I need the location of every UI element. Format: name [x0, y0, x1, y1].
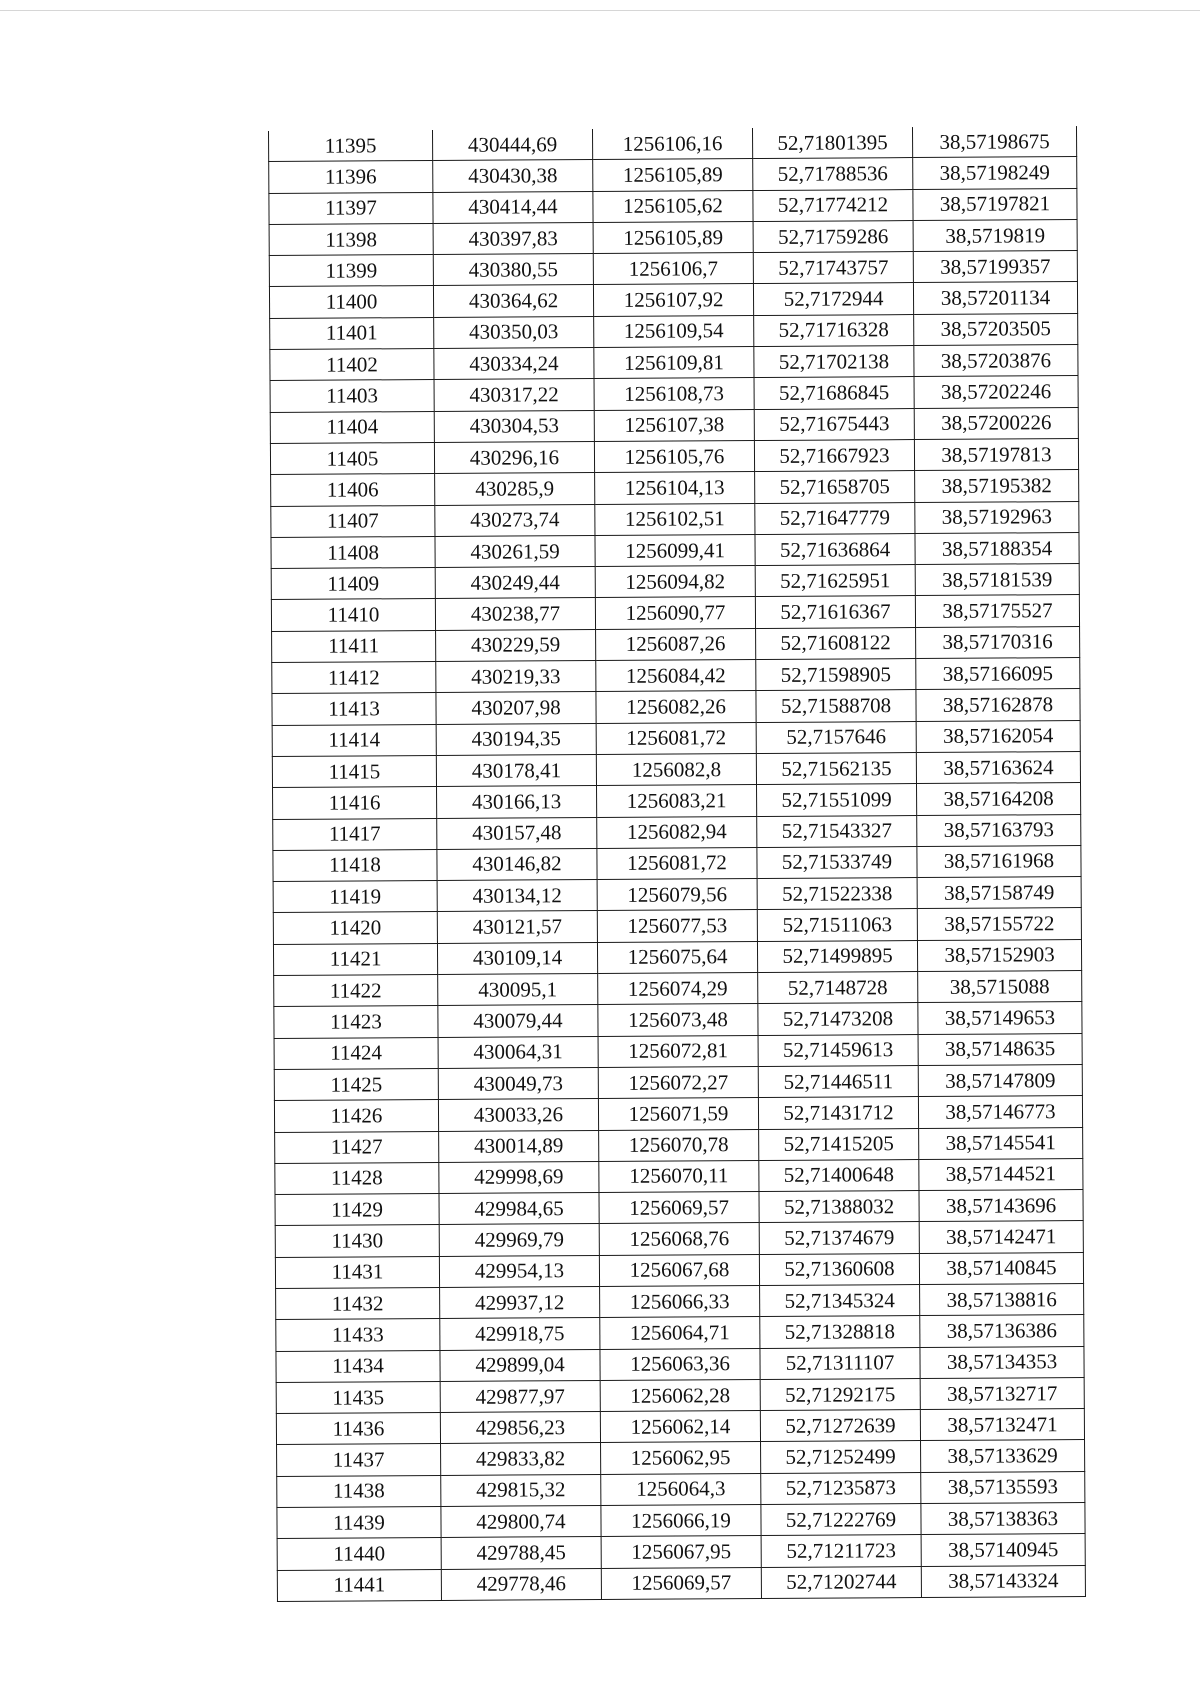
x-coordinate-cell: 430397,83 [433, 222, 593, 254]
table-row [276, 1284, 1084, 1320]
latitude-cell: 52,71202744 [761, 1566, 921, 1598]
latitude-cell: 52,71235873 [761, 1472, 921, 1504]
x-coordinate-cell: 430095,1 [438, 974, 598, 1006]
table-row [272, 658, 1080, 694]
x-coordinate-cell: 430146,82 [437, 848, 597, 880]
y-coordinate-cell: 1256087,26 [596, 628, 756, 660]
latitude-cell: 52,71499895 [757, 940, 917, 972]
y-coordinate-cell: 1256064,3 [601, 1473, 761, 1505]
page-top-rule [0, 10, 1200, 11]
x-coordinate-cell: 429899,04 [440, 1349, 600, 1381]
longitude-cell: 38,57170316 [916, 626, 1080, 658]
x-coordinate-cell: 430166,13 [437, 786, 597, 818]
table-row [273, 845, 1081, 881]
latitude-cell: 52,71252499 [761, 1441, 921, 1473]
y-coordinate-cell: 1256079,56 [597, 879, 757, 911]
longitude-cell: 38,57132717 [920, 1377, 1084, 1409]
table-row [270, 407, 1078, 443]
longitude-cell: 38,57192963 [915, 501, 1079, 533]
longitude-cell: 38,57203876 [914, 345, 1078, 377]
coordinates-table [268, 126, 1086, 1602]
longitude-cell: 38,57146773 [918, 1096, 1082, 1128]
latitude-cell: 52,71588708 [756, 690, 916, 722]
y-coordinate-cell: 1256066,19 [601, 1505, 761, 1537]
point-number-cell: 11410 [271, 599, 435, 631]
longitude-cell: 38,57166095 [916, 658, 1080, 690]
x-coordinate-cell: 430364,62 [433, 285, 593, 317]
latitude-cell: 52,71388032 [759, 1191, 919, 1223]
table-row [269, 251, 1077, 287]
latitude-cell: 52,71522338 [757, 878, 917, 910]
x-coordinate-cell: 430049,73 [438, 1067, 598, 1099]
point-number-cell: 11406 [271, 474, 435, 506]
table-row [269, 219, 1077, 255]
table-row [274, 1033, 1082, 1069]
point-number-cell: 11408 [271, 536, 435, 568]
longitude-cell: 38,57163793 [917, 814, 1081, 846]
latitude-cell: 52,71625951 [755, 565, 915, 597]
point-number-cell: 11401 [270, 317, 434, 349]
x-coordinate-cell: 430014,89 [439, 1130, 599, 1162]
x-coordinate-cell: 430380,55 [433, 254, 593, 286]
x-coordinate-cell: 430444,69 [432, 129, 592, 161]
table-row [276, 1377, 1084, 1413]
point-number-cell: 11435 [276, 1381, 440, 1413]
latitude-cell: 52,71222769 [761, 1504, 921, 1536]
y-coordinate-cell: 1256107,92 [593, 284, 753, 316]
point-number-cell: 11422 [274, 974, 438, 1006]
latitude-cell: 52,71675443 [754, 408, 914, 440]
y-coordinate-cell: 1256104,13 [595, 472, 755, 504]
y-coordinate-cell: 1256062,14 [600, 1411, 760, 1443]
point-number-cell: 11397 [269, 192, 433, 224]
longitude-cell: 38,57148635 [918, 1033, 1082, 1065]
x-coordinate-cell: 430249,44 [435, 567, 595, 599]
y-coordinate-cell: 1256083,21 [597, 785, 757, 817]
x-coordinate-cell: 430261,59 [435, 535, 595, 567]
latitude-cell: 52,7157646 [756, 721, 916, 753]
y-coordinate-cell: 1256094,82 [595, 566, 755, 598]
longitude-cell: 38,57201134 [913, 282, 1077, 314]
x-coordinate-cell: 430178,41 [436, 754, 596, 786]
y-coordinate-cell: 1256071,59 [598, 1098, 758, 1130]
y-coordinate-cell: 1256069,57 [601, 1567, 761, 1599]
x-coordinate-cell: 429800,74 [441, 1506, 601, 1538]
longitude-cell: 38,57144521 [919, 1158, 1083, 1190]
table-row [274, 1002, 1082, 1038]
table-row [276, 1409, 1084, 1445]
y-coordinate-cell: 1256107,38 [594, 409, 754, 441]
point-number-cell: 11433 [276, 1319, 440, 1351]
latitude-cell: 52,7148728 [758, 972, 918, 1004]
point-number-cell: 11412 [272, 662, 436, 694]
point-number-cell: 11400 [269, 286, 433, 318]
x-coordinate-cell: 429877,97 [440, 1380, 600, 1412]
longitude-cell: 38,57197813 [914, 439, 1078, 471]
point-number-cell: 11426 [274, 1100, 438, 1132]
table-row [275, 1127, 1083, 1163]
point-number-cell: 11405 [270, 442, 434, 474]
point-number-cell: 11436 [276, 1413, 440, 1445]
y-coordinate-cell: 1256109,81 [594, 347, 754, 379]
point-number-cell: 11404 [270, 411, 434, 443]
x-coordinate-cell: 430304,53 [434, 410, 594, 442]
x-coordinate-cell: 430033,26 [438, 1099, 598, 1131]
longitude-cell: 38,57140845 [919, 1252, 1083, 1284]
longitude-cell: 38,5719819 [913, 219, 1077, 251]
latitude-cell: 52,71459613 [758, 1034, 918, 1066]
latitude-cell: 52,71345324 [760, 1285, 920, 1317]
latitude-cell: 52,71533749 [757, 846, 917, 878]
latitude-cell: 52,71743757 [753, 252, 913, 284]
y-coordinate-cell: 1256102,51 [595, 503, 755, 535]
point-number-cell: 11440 [277, 1538, 441, 1570]
latitude-cell: 52,71360608 [759, 1253, 919, 1285]
x-coordinate-cell: 429984,65 [439, 1193, 599, 1225]
longitude-cell: 38,57200226 [914, 407, 1078, 439]
longitude-cell: 38,5715088 [918, 971, 1082, 1003]
longitude-cell: 38,57145541 [919, 1127, 1083, 1159]
latitude-cell: 52,71211723 [761, 1535, 921, 1567]
point-number-cell: 11399 [269, 255, 433, 287]
y-coordinate-cell: 1256068,76 [599, 1223, 759, 1255]
y-coordinate-cell: 1256108,73 [594, 378, 754, 410]
longitude-cell: 38,57132471 [920, 1409, 1084, 1441]
x-coordinate-cell: 430121,57 [437, 911, 597, 943]
longitude-cell: 38,57195382 [915, 470, 1079, 502]
y-coordinate-cell: 1256074,29 [598, 973, 758, 1005]
point-number-cell: 11439 [277, 1507, 441, 1539]
latitude-cell: 52,71759286 [753, 220, 913, 252]
table-row [273, 908, 1081, 944]
latitude-cell: 52,71686845 [754, 377, 914, 409]
table-row [271, 501, 1079, 537]
table-row [274, 1064, 1082, 1100]
y-coordinate-cell: 1256105,62 [593, 190, 753, 222]
x-coordinate-cell: 430317,22 [434, 379, 594, 411]
y-coordinate-cell: 1256067,95 [601, 1536, 761, 1568]
point-number-cell: 11431 [275, 1256, 439, 1288]
x-coordinate-cell: 429969,79 [439, 1224, 599, 1256]
longitude-cell: 38,57198249 [913, 157, 1077, 189]
latitude-cell: 52,71598905 [756, 659, 916, 691]
table-row [271, 564, 1079, 600]
point-number-cell: 11438 [277, 1475, 441, 1507]
longitude-cell: 38,57162878 [916, 689, 1080, 721]
x-coordinate-cell: 429954,13 [439, 1255, 599, 1287]
table-row [270, 345, 1078, 381]
latitude-cell: 52,71788536 [753, 158, 913, 190]
table-row [277, 1565, 1085, 1601]
point-number-cell: 11396 [269, 161, 433, 193]
point-number-cell: 11416 [273, 787, 437, 819]
longitude-cell: 38,57133629 [921, 1440, 1085, 1472]
longitude-cell: 38,57188354 [915, 532, 1079, 564]
latitude-cell: 52,71562135 [756, 752, 916, 784]
y-coordinate-cell: 1256105,89 [593, 159, 753, 191]
y-coordinate-cell: 1256069,57 [599, 1192, 759, 1224]
table-row [269, 157, 1077, 193]
y-coordinate-cell: 1256066,33 [600, 1286, 760, 1318]
latitude-cell: 52,71415205 [759, 1128, 919, 1160]
latitude-cell: 52,71616367 [755, 596, 915, 628]
y-coordinate-cell: 1256063,36 [600, 1348, 760, 1380]
y-coordinate-cell: 1256062,28 [600, 1379, 760, 1411]
y-coordinate-cell: 1256082,94 [597, 816, 757, 848]
x-coordinate-cell: 430273,74 [435, 504, 595, 536]
x-coordinate-cell: 429998,69 [439, 1161, 599, 1193]
y-coordinate-cell: 1256106,16 [592, 128, 752, 160]
latitude-cell: 52,71667923 [754, 440, 914, 472]
latitude-cell: 52,71608122 [756, 627, 916, 659]
x-coordinate-cell: 430285,9 [435, 473, 595, 505]
longitude-cell: 38,57142471 [919, 1221, 1083, 1253]
x-coordinate-cell: 430157,48 [437, 817, 597, 849]
point-number-cell: 11437 [277, 1444, 441, 1476]
point-number-cell: 11421 [273, 943, 437, 975]
y-coordinate-cell: 1256105,89 [593, 221, 753, 253]
table-row [270, 313, 1078, 349]
x-coordinate-cell: 430350,03 [434, 316, 594, 348]
latitude-cell: 52,71311107 [760, 1347, 920, 1379]
table-row [270, 376, 1078, 412]
y-coordinate-cell: 1256070,78 [599, 1129, 759, 1161]
x-coordinate-cell: 430194,35 [436, 723, 596, 755]
latitude-cell: 52,71374679 [759, 1222, 919, 1254]
latitude-cell: 52,71716328 [754, 314, 914, 346]
table-row [277, 1471, 1085, 1507]
y-coordinate-cell: 1256067,68 [599, 1254, 759, 1286]
table-row [270, 439, 1078, 475]
table-row [271, 532, 1079, 568]
latitude-cell: 52,71511063 [757, 909, 917, 941]
longitude-cell: 38,57138363 [921, 1503, 1085, 1535]
longitude-cell: 38,57162054 [916, 720, 1080, 752]
longitude-cell: 38,57134353 [920, 1346, 1084, 1378]
y-coordinate-cell: 1256062,95 [601, 1442, 761, 1474]
point-number-cell: 11423 [274, 1006, 438, 1038]
latitude-cell: 52,71328818 [760, 1316, 920, 1348]
table-row [272, 626, 1080, 662]
point-number-cell: 11402 [270, 349, 434, 381]
y-coordinate-cell: 1256109,54 [594, 315, 754, 347]
longitude-cell: 38,57135593 [921, 1471, 1085, 1503]
y-coordinate-cell: 1256081,72 [596, 722, 756, 754]
x-coordinate-cell: 429937,12 [440, 1286, 600, 1318]
latitude-cell: 52,71473208 [758, 1003, 918, 1035]
y-coordinate-cell: 1256082,26 [596, 691, 756, 723]
longitude-cell: 38,57155722 [917, 908, 1081, 940]
longitude-cell: 38,57136386 [920, 1315, 1084, 1347]
x-coordinate-cell: 430109,14 [437, 942, 597, 974]
y-coordinate-cell: 1256070,11 [599, 1160, 759, 1192]
table-row [276, 1315, 1084, 1351]
table-row [269, 282, 1077, 318]
longitude-cell: 38,57143696 [919, 1190, 1083, 1222]
y-coordinate-cell: 1256081,72 [597, 847, 757, 879]
longitude-cell: 38,57164208 [916, 783, 1080, 815]
y-coordinate-cell: 1256082,8 [596, 753, 756, 785]
point-number-cell: 11428 [275, 1162, 439, 1194]
latitude-cell: 52,71400648 [759, 1159, 919, 1191]
coordinates-table-body [269, 126, 1086, 1601]
point-number-cell: 11417 [273, 818, 437, 850]
table-row [274, 1096, 1082, 1132]
table-row [271, 595, 1079, 631]
point-number-cell: 11429 [275, 1194, 439, 1226]
latitude-cell: 52,71272639 [760, 1410, 920, 1442]
longitude-cell: 38,57161968 [917, 845, 1081, 877]
table-row [273, 814, 1081, 850]
table-row [275, 1221, 1083, 1257]
latitude-cell: 52,71647779 [755, 502, 915, 534]
point-number-cell: 11424 [274, 1037, 438, 1069]
latitude-cell: 52,71431712 [758, 1097, 918, 1129]
longitude-cell: 38,57197821 [913, 188, 1077, 220]
point-number-cell: 11411 [272, 630, 436, 662]
y-coordinate-cell: 1256077,53 [597, 910, 757, 942]
y-coordinate-cell: 1256075,64 [597, 941, 757, 973]
table-row [271, 470, 1079, 506]
table-row [272, 751, 1080, 787]
table-row [274, 971, 1082, 1007]
table-row [269, 126, 1077, 162]
latitude-cell: 52,7172944 [753, 283, 913, 315]
x-coordinate-cell: 429918,75 [440, 1318, 600, 1350]
point-number-cell: 11407 [271, 505, 435, 537]
longitude-cell: 38,57203505 [914, 313, 1078, 345]
longitude-cell: 38,57152903 [917, 939, 1081, 971]
table-row [272, 689, 1080, 725]
latitude-cell: 52,71658705 [755, 471, 915, 503]
longitude-cell: 38,57175527 [915, 595, 1079, 627]
table-row [272, 720, 1080, 756]
table-row [273, 939, 1081, 975]
longitude-cell: 38,57202246 [914, 376, 1078, 408]
x-coordinate-cell: 430219,33 [436, 661, 596, 693]
latitude-cell: 52,71702138 [754, 346, 914, 378]
point-number-cell: 11441 [277, 1569, 441, 1601]
table-row [277, 1534, 1085, 1570]
longitude-cell: 38,57138816 [920, 1284, 1084, 1316]
x-coordinate-cell: 429833,82 [441, 1443, 601, 1475]
point-number-cell: 11415 [272, 755, 436, 787]
x-coordinate-cell: 430296,16 [434, 441, 594, 473]
table-row [277, 1440, 1085, 1476]
point-number-cell: 11398 [269, 223, 433, 255]
longitude-cell: 38,57163624 [916, 751, 1080, 783]
x-coordinate-cell: 430334,24 [434, 348, 594, 380]
x-coordinate-cell: 429778,46 [441, 1568, 601, 1600]
latitude-cell: 52,71801395 [752, 127, 912, 159]
longitude-cell: 38,57149653 [918, 1002, 1082, 1034]
y-coordinate-cell: 1256106,7 [593, 253, 753, 285]
y-coordinate-cell: 1256099,41 [595, 534, 755, 566]
y-coordinate-cell: 1256072,27 [598, 1066, 758, 1098]
longitude-cell: 38,57158749 [917, 877, 1081, 909]
x-coordinate-cell: 429815,32 [441, 1474, 601, 1506]
point-number-cell: 11409 [271, 568, 435, 600]
table-row [275, 1158, 1083, 1194]
table-row [273, 783, 1081, 819]
point-number-cell: 11430 [275, 1225, 439, 1257]
x-coordinate-cell: 430430,38 [433, 160, 593, 192]
point-number-cell: 11395 [269, 130, 433, 162]
point-number-cell: 11425 [274, 1068, 438, 1100]
point-number-cell: 11432 [276, 1287, 440, 1319]
x-coordinate-cell: 429788,45 [441, 1537, 601, 1569]
latitude-cell: 52,71292175 [760, 1378, 920, 1410]
x-coordinate-cell: 429856,23 [440, 1412, 600, 1444]
longitude-cell: 38,57181539 [915, 564, 1079, 596]
longitude-cell: 38,57198675 [912, 126, 1076, 158]
x-coordinate-cell: 430229,59 [436, 629, 596, 661]
longitude-cell: 38,57199357 [913, 251, 1077, 283]
x-coordinate-cell: 430134,12 [437, 880, 597, 912]
point-number-cell: 11419 [273, 881, 437, 913]
table-row [277, 1503, 1085, 1539]
table-row [273, 877, 1081, 913]
x-coordinate-cell: 430414,44 [433, 191, 593, 223]
table-row [275, 1190, 1083, 1226]
point-number-cell: 11420 [273, 912, 437, 944]
longitude-cell: 38,57143324 [921, 1565, 1085, 1597]
longitude-cell: 38,57147809 [918, 1064, 1082, 1096]
table-row [275, 1252, 1083, 1288]
point-number-cell: 11418 [273, 849, 437, 881]
x-coordinate-cell: 430064,31 [438, 1036, 598, 1068]
latitude-cell: 52,71543327 [757, 815, 917, 847]
latitude-cell: 52,71774212 [753, 189, 913, 221]
y-coordinate-cell: 1256073,48 [598, 1004, 758, 1036]
latitude-cell: 52,71446511 [758, 1065, 918, 1097]
x-coordinate-cell: 430207,98 [436, 692, 596, 724]
latitude-cell: 52,71636864 [755, 533, 915, 565]
point-number-cell: 11414 [272, 724, 436, 756]
point-number-cell: 11427 [275, 1131, 439, 1163]
point-number-cell: 11413 [272, 693, 436, 725]
x-coordinate-cell: 430238,77 [435, 598, 595, 630]
latitude-cell: 52,71551099 [757, 784, 917, 816]
table-row [276, 1346, 1084, 1382]
y-coordinate-cell: 1256064,71 [600, 1317, 760, 1349]
longitude-cell: 38,57140945 [921, 1534, 1085, 1566]
y-coordinate-cell: 1256072,81 [598, 1035, 758, 1067]
y-coordinate-cell: 1256090,77 [595, 597, 755, 629]
y-coordinate-cell: 1256105,76 [594, 441, 754, 473]
point-number-cell: 11434 [276, 1350, 440, 1382]
y-coordinate-cell: 1256084,42 [596, 660, 756, 692]
point-number-cell: 11403 [270, 380, 434, 412]
table-row [269, 188, 1077, 224]
x-coordinate-cell: 430079,44 [438, 1005, 598, 1037]
